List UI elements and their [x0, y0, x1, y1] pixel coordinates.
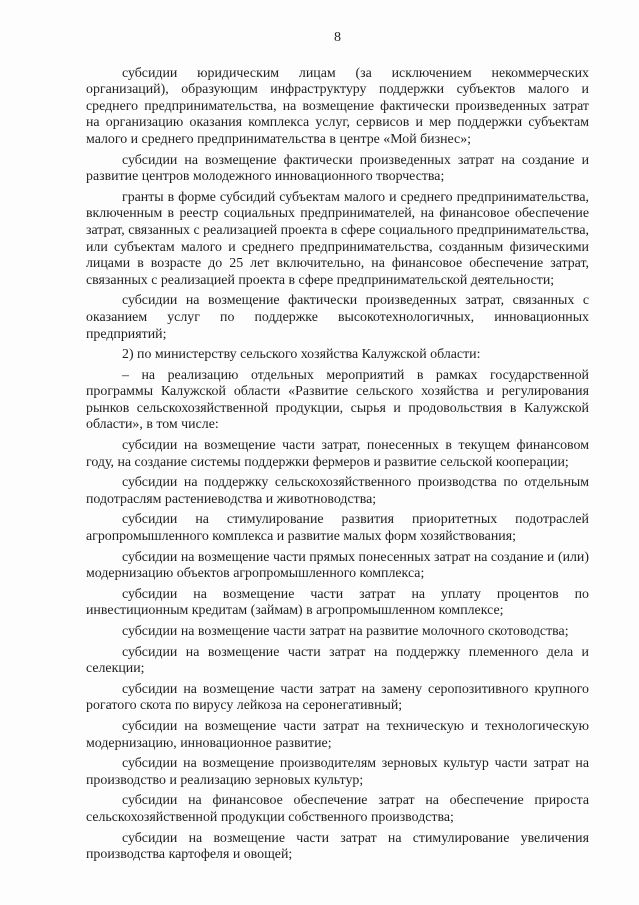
paragraph: субсидии на возмещение части затрат на замену серопозитивного крупного рогатого скота по вирусу лейкоза на серонегативный;	[86, 681, 589, 714]
paragraph: субсидии юридическим лицам (за исключением некоммерческих организаций), образующим инфраструктуру поддержки субъектов малого и среднего предпринимательства, на возмещение фактически произведенных затрат на организацию оказания комплекса услуг, сервисов и мер поддержки субъектам малого и среднего предпринимательства в центре «Мой бизнес»;	[86, 65, 589, 147]
paragraph: субсидии на возмещение части затрат на поддержку племенного дела и селекции;	[86, 644, 589, 677]
paragraph: 2) по министерству сельского хозяйства Калужской области:	[122, 347, 481, 363]
paragraph: субсидии на возмещение части затрат, понесенных в текущем финансовом году, на создание системы поддержки фермеров и развитие сельской кооперации;	[86, 438, 589, 470]
page-number: 8	[334, 30, 341, 45]
document-body	[86, 66, 589, 864]
paragraph: гранты в форме субсидий субъектам малого и среднего предпринимательства, включенным в реестр социальных предпринимателей, на финансовое обеспечение затрат, связанных с реализацией проекта в сфере социального предпринимательства, или субъектам малого и среднего предпринимательства, созданным физическими лицами в возрасте до 25 лет включительно, на финансовое обеспечение затрат, связанных с реализацией проекта в сфере предпринимательской деятельности;	[86, 189, 589, 288]
paragraph: субсидии на возмещение части прямых понесенных затрат на создание и (или) модернизацию объектов агропромышленного комплекса;	[86, 549, 589, 582]
paragraph: – на реализацию отдельных мероприятий в рамках государственной программы Калужской области «Развитие сельского хозяйства и регулирования рынков сельскохозяйственной продукции, сырья и продовольствия в Калужской области», в том числе:	[86, 367, 589, 433]
paragraph: субсидии на возмещение части затрат на развитие молочного скотоводства;	[122, 624, 569, 639]
paragraph: субсидии на финансовое обеспечение затрат на обеспечение прироста сельскохозяйственной продукции собственного производства;	[86, 793, 589, 825]
paragraph: субсидии на стимулирование развития приоритетных подотраслей агропромышленного комплекса и развитие малых форм хозяйствования;	[86, 512, 589, 545]
paragraph: субсидии на возмещение фактически произведенных затрат, связанных с оказанием услуг по поддержке высокотехнологичных, инновационных предприятий;	[86, 293, 589, 342]
paragraph: субсидии на поддержку сельскохозяйственного производства по отдельным подотраслям растениеводства и животноводства;	[86, 475, 589, 507]
paragraph: субсидии на возмещение части затрат на стимулирование увеличения производства картофеля и овощей;	[86, 830, 589, 863]
paragraph: субсидии на возмещение производителям зерновых культур части затрат на производство и реализацию зерновых культур;	[86, 756, 589, 788]
paragraph: субсидии на возмещение части затрат на техническую и технологическую модернизацию, инновационное развитие;	[86, 718, 589, 751]
paragraph: субсидии на возмещение фактически произведенных затрат на создание и развитие центров молодежного инновационного творчества;	[86, 152, 589, 185]
paragraph: субсидии на возмещение части затрат на уплату процентов по инвестиционным кредитам (займам) в агропромышленном комплексе;	[86, 586, 589, 619]
